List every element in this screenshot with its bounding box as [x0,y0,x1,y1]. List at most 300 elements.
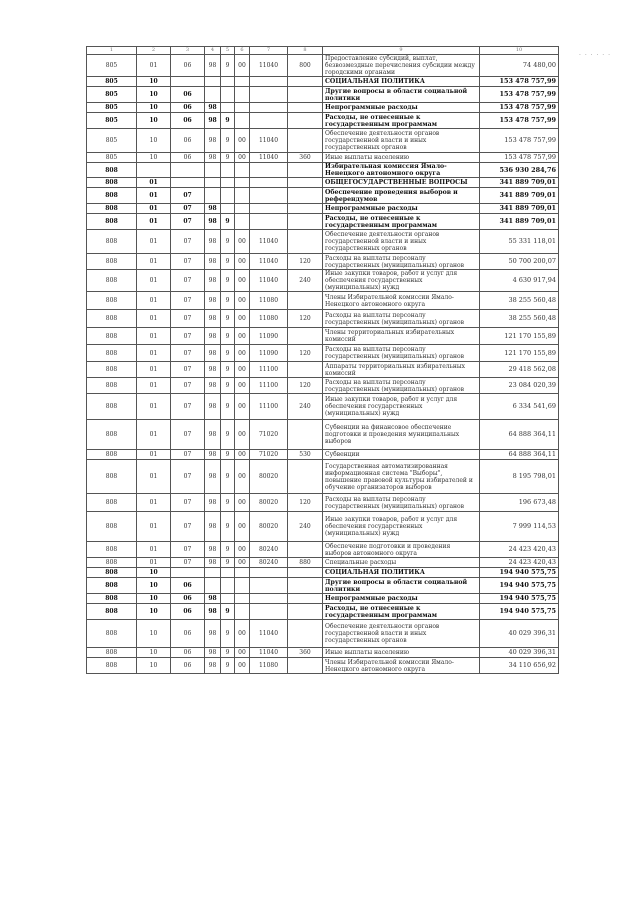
amount-cell: 341 889 709,01 [480,188,559,204]
item-name-cell: Обеспечение проведения выборов и референдумов [323,188,480,204]
section-code-cell: 01 [137,254,171,270]
direction-code-cell [235,113,250,129]
target-code-cell: 11080 [250,658,288,674]
program-code-cell [205,87,221,103]
subprogram-code-cell: 9 [221,113,235,129]
program-code-cell: 98 [205,620,221,648]
program-code-cell: 98 [205,394,221,420]
section-code-cell: 01 [137,204,171,214]
subsection-code-cell: 07 [171,494,205,512]
column-number: 6 [235,47,250,55]
amount-cell: 153 478 757,99 [480,77,559,87]
target-code-cell: 11080 [250,310,288,328]
column-number: 3 [171,47,205,55]
ved-code-cell: 808 [87,460,137,494]
direction-code-cell: 00 [235,378,250,394]
subsection-code-cell: 07 [171,254,205,270]
subsection-code-cell: 07 [171,460,205,494]
target-code-cell: 80240 [250,542,288,558]
expense-type-code-cell [288,77,323,87]
ved-code-cell: 808 [87,163,137,178]
amount-cell: 38 255 560,48 [480,310,559,328]
subprogram-code-cell: 9 [221,494,235,512]
item-name-cell: Непрограммные расходы [323,103,480,113]
subprogram-code-cell: 9 [221,310,235,328]
expense-type-code-cell: 120 [288,378,323,394]
program-code-cell: 98 [205,292,221,310]
subprogram-code-cell: 9 [221,460,235,494]
target-code-cell: 11040 [250,254,288,270]
direction-code-cell [235,568,250,578]
target-code-cell [250,604,288,620]
expense-type-code-cell [288,204,323,214]
section-code-cell: 10 [137,129,171,153]
ved-code-cell: 808 [87,270,137,292]
section-code-cell: 01 [137,460,171,494]
subsection-code-cell: 07 [171,512,205,542]
ved-code-cell: 808 [87,648,137,658]
section-code-cell: 01 [137,230,171,254]
section-code-cell: 01 [137,420,171,450]
table-row [87,87,559,103]
item-name-cell: Обеспечение деятельности органов государственной власти и иных государственных органов [323,129,480,153]
target-code-cell: 11040 [250,230,288,254]
table-row [87,558,559,568]
section-code-cell: 01 [137,362,171,378]
subprogram-code-cell: 9 [221,55,235,77]
subsection-code-cell: 07 [171,188,205,204]
section-code-cell: 01 [137,494,171,512]
item-name-cell: Члены Избирательной комиссии Ямало-Ненецкого автономного округа [323,292,480,310]
program-code-cell: 98 [205,604,221,620]
program-code-cell: 98 [205,345,221,362]
item-name-cell: ОБЩЕГОСУДАРСТВЕННЫЕ ВОПРОСЫ [323,178,480,188]
program-code-cell: 98 [205,310,221,328]
target-code-cell: 11040 [250,648,288,658]
direction-code-cell [235,163,250,178]
ved-code-cell: 808 [87,394,137,420]
item-name-cell: Расходы, не отнесенные к государственным программам [323,604,480,620]
ved-code-cell: 808 [87,594,137,604]
ved-code-cell: 808 [87,204,137,214]
column-number: 8 [288,47,323,55]
section-code-cell: 10 [137,87,171,103]
subsection-code-cell: 07 [171,420,205,450]
table-row [87,153,559,163]
program-code-cell [205,578,221,594]
table-row [87,450,559,460]
direction-code-cell: 00 [235,512,250,542]
program-code-cell: 98 [205,55,221,77]
direction-code-cell: 00 [235,494,250,512]
subsection-code-cell: 06 [171,55,205,77]
table-row [87,55,559,77]
target-code-cell [250,188,288,204]
item-name-cell: Обеспечение деятельности органов государственной власти и иных государственных органов [323,620,480,648]
section-code-cell: 01 [137,450,171,460]
amount-cell: 38 255 560,48 [480,292,559,310]
subprogram-code-cell: 9 [221,558,235,568]
direction-code-cell: 00 [235,328,250,345]
subprogram-code-cell [221,178,235,188]
subprogram-code-cell: 9 [221,328,235,345]
table-row [87,604,559,620]
section-code-cell: 01 [137,328,171,345]
expense-type-code-cell [288,658,323,674]
section-code-cell: 10 [137,620,171,648]
item-name-cell: Иные выплаты населению [323,153,480,163]
ved-code-cell: 808 [87,420,137,450]
expense-type-code-cell: 120 [288,310,323,328]
table-row [87,292,559,310]
section-code-cell: 10 [137,604,171,620]
direction-code-cell: 00 [235,153,250,163]
ved-code-cell: 805 [87,153,137,163]
section-code-cell [137,163,171,178]
target-code-cell [250,578,288,594]
direction-code-cell [235,178,250,188]
target-code-cell: 11040 [250,153,288,163]
ved-code-cell: 808 [87,658,137,674]
table-row [87,345,559,362]
subprogram-code-cell [221,594,235,604]
table-row [87,178,559,188]
section-code-cell: 01 [137,542,171,558]
item-name-cell: Субвенции [323,450,480,460]
subprogram-code-cell: 9 [221,270,235,292]
item-name-cell: Избирательная комиссия Ямало-Ненецкого автономного округа [323,163,480,178]
program-code-cell: 98 [205,204,221,214]
target-code-cell [250,113,288,129]
ved-code-cell: 808 [87,188,137,204]
expense-type-code-cell: 240 [288,270,323,292]
subsection-code-cell: 07 [171,214,205,230]
program-code-cell: 98 [205,328,221,345]
subprogram-code-cell: 9 [221,658,235,674]
target-code-cell [250,204,288,214]
amount-cell: 24 423 420,43 [480,542,559,558]
ved-code-cell: 805 [87,77,137,87]
direction-code-cell [235,188,250,204]
item-name-cell: Иные закупки товаров, работ и услуг для обеспечения государственных (муниципальных) нужд [323,512,480,542]
program-code-cell: 98 [205,113,221,129]
program-code-cell: 98 [205,103,221,113]
table-row [87,163,559,178]
direction-code-cell [235,77,250,87]
item-name-cell: Другие вопросы в области социальной политики [323,87,480,103]
direction-code-cell: 00 [235,394,250,420]
expense-type-code-cell [288,292,323,310]
item-name-cell: Обеспечение деятельности органов государственной власти и иных государственных органов [323,230,480,254]
subsection-code-cell: 07 [171,345,205,362]
target-code-cell: 11040 [250,620,288,648]
subprogram-code-cell: 9 [221,292,235,310]
ved-code-cell: 805 [87,103,137,113]
expense-type-code-cell: 360 [288,153,323,163]
program-code-cell: 98 [205,460,221,494]
subprogram-code-cell: 9 [221,362,235,378]
program-code-cell: 98 [205,270,221,292]
subsection-code-cell [171,568,205,578]
expense-type-code-cell [288,460,323,494]
subprogram-code-cell: 9 [221,542,235,558]
subprogram-code-cell: 9 [221,378,235,394]
amount-cell: 4 630 917,94 [480,270,559,292]
program-code-cell: 98 [205,420,221,450]
ved-code-cell: 805 [87,55,137,77]
subsection-code-cell: 06 [171,113,205,129]
amount-cell: 29 418 562,08 [480,362,559,378]
table-row [87,658,559,674]
amount-cell: 153 478 757,99 [480,129,559,153]
section-code-cell: 01 [137,394,171,420]
target-code-cell [250,163,288,178]
direction-code-cell [235,87,250,103]
amount-cell: 6 334 541,69 [480,394,559,420]
section-code-cell: 10 [137,578,171,594]
direction-code-cell [235,578,250,594]
subprogram-code-cell [221,568,235,578]
item-name-cell: Расходы на выплаты персоналу государственных (муниципальных) органов [323,378,480,394]
table-row [87,568,559,578]
target-code-cell [250,214,288,230]
direction-code-cell: 00 [235,450,250,460]
section-code-cell: 10 [137,153,171,163]
column-number: 2 [137,47,171,55]
table-row [87,204,559,214]
subsection-code-cell: 07 [171,230,205,254]
ved-code-cell: 808 [87,178,137,188]
subprogram-code-cell: 9 [221,394,235,420]
column-number: 7 [250,47,288,55]
target-code-cell: 71020 [250,450,288,460]
expense-type-code-cell [288,188,323,204]
ved-code-cell: 808 [87,230,137,254]
column-number: 5 [221,47,235,55]
section-code-cell: 10 [137,658,171,674]
ved-code-cell: 808 [87,542,137,558]
item-name-cell: Расходы на выплаты персоналу государственных (муниципальных) органов [323,310,480,328]
target-code-cell: 11100 [250,394,288,420]
expense-type-code-cell [288,214,323,230]
expense-type-code-cell [288,328,323,345]
column-number: 4 [205,47,221,55]
item-name-cell: Расходы на выплаты персоналу государственных (муниципальных) органов [323,494,480,512]
direction-code-cell: 00 [235,362,250,378]
expense-type-code-cell: 120 [288,494,323,512]
table-row [87,254,559,270]
program-code-cell [205,77,221,87]
amount-cell: 153 478 757,99 [480,87,559,103]
amount-cell: 196 673,48 [480,494,559,512]
subprogram-code-cell [221,163,235,178]
section-code-cell: 01 [137,55,171,77]
subprogram-code-cell [221,578,235,594]
ved-code-cell: 805 [87,129,137,153]
subprogram-code-cell: 9 [221,620,235,648]
subsection-code-cell: 06 [171,87,205,103]
amount-cell: 50 700 200,07 [480,254,559,270]
ved-code-cell: 808 [87,568,137,578]
direction-code-cell [235,214,250,230]
subsection-code-cell: 07 [171,394,205,420]
direction-code-cell: 00 [235,620,250,648]
direction-code-cell: 00 [235,310,250,328]
target-code-cell: 11040 [250,129,288,153]
target-code-cell: 11090 [250,328,288,345]
section-code-cell: 01 [137,558,171,568]
table-row [87,420,559,450]
ved-code-cell: 808 [87,362,137,378]
direction-code-cell: 00 [235,658,250,674]
expense-type-code-cell [288,568,323,578]
expense-type-code-cell [288,163,323,178]
target-code-cell: 80020 [250,460,288,494]
amount-cell: 153 478 757,99 [480,113,559,129]
ved-code-cell: 808 [87,604,137,620]
amount-cell: 341 889 709,01 [480,214,559,230]
table-row [87,594,559,604]
table-row [87,648,559,658]
expense-type-code-cell [288,362,323,378]
direction-code-cell: 00 [235,648,250,658]
direction-code-cell: 00 [235,542,250,558]
amount-cell: 194 940 575,75 [480,604,559,620]
amount-cell: 55 331 118,01 [480,230,559,254]
amount-cell: 8 195 798,01 [480,460,559,494]
amount-cell: 64 888 364,11 [480,420,559,450]
target-code-cell [250,103,288,113]
item-name-cell: Иные закупки товаров, работ и услуг для обеспечения государственных (муниципальных) нужд [323,394,480,420]
subsection-code-cell: 06 [171,658,205,674]
subprogram-code-cell [221,77,235,87]
program-code-cell: 98 [205,129,221,153]
amount-cell: 121 170 155,89 [480,345,559,362]
ved-code-cell: 808 [87,620,137,648]
amount-cell: 74 480,00 [480,55,559,77]
section-code-cell: 10 [137,113,171,129]
direction-code-cell [235,604,250,620]
subsection-code-cell [171,163,205,178]
section-code-cell: 01 [137,378,171,394]
subprogram-code-cell: 9 [221,345,235,362]
section-code-cell: 01 [137,310,171,328]
ved-code-cell: 808 [87,345,137,362]
ved-code-cell: 808 [87,254,137,270]
subsection-code-cell: 07 [171,450,205,460]
subprogram-code-cell: 9 [221,450,235,460]
item-name-cell: Непрограммные расходы [323,204,480,214]
subprogram-code-cell [221,204,235,214]
amount-cell: 40 029 396,31 [480,620,559,648]
ved-code-cell: 805 [87,113,137,129]
subsection-code-cell: 06 [171,578,205,594]
section-code-cell: 01 [137,214,171,230]
column-number: 10 [480,47,559,55]
program-code-cell [205,568,221,578]
subsection-code-cell: 07 [171,292,205,310]
expense-type-code-cell: 530 [288,450,323,460]
program-code-cell: 98 [205,648,221,658]
program-code-cell: 98 [205,450,221,460]
program-code-cell: 98 [205,542,221,558]
program-code-cell: 98 [205,594,221,604]
table-row [87,310,559,328]
table-row [87,77,559,87]
ved-code-cell: 808 [87,494,137,512]
section-code-cell: 10 [137,568,171,578]
table-row [87,230,559,254]
program-code-cell [205,163,221,178]
item-name-cell: Расходы, не отнесенные к государственным программам [323,214,480,230]
expense-type-code-cell: 240 [288,512,323,542]
table-row [87,362,559,378]
subprogram-code-cell [221,87,235,103]
table-row [87,113,559,129]
direction-code-cell: 00 [235,270,250,292]
ved-code-cell: 808 [87,450,137,460]
target-code-cell: 80020 [250,512,288,542]
expense-type-code-cell [288,129,323,153]
amount-cell: 24 423 420,43 [480,558,559,568]
program-code-cell: 98 [205,512,221,542]
item-name-cell: Специальные расходы [323,558,480,568]
direction-code-cell: 00 [235,55,250,77]
subprogram-code-cell: 9 [221,129,235,153]
program-code-cell: 98 [205,558,221,568]
direction-code-cell [235,103,250,113]
item-name-cell: Иные выплаты населению [323,648,480,658]
expense-type-code-cell [288,113,323,129]
target-code-cell: 11040 [250,55,288,77]
amount-cell: 194 940 575,75 [480,568,559,578]
program-code-cell: 98 [205,658,221,674]
ved-code-cell: 808 [87,292,137,310]
ved-code-cell: 808 [87,512,137,542]
subsection-code-cell: 06 [171,153,205,163]
item-name-cell: Члены Избирательной комиссии Ямало-Ненецкого автономного округа [323,658,480,674]
ved-code-cell: 808 [87,558,137,568]
section-code-cell: 10 [137,103,171,113]
subsection-code-cell [171,77,205,87]
target-code-cell: 71020 [250,420,288,450]
expense-type-code-cell [288,178,323,188]
program-code-cell: 98 [205,153,221,163]
amount-cell: 153 478 757,99 [480,153,559,163]
item-name-cell: СОЦИАЛЬНАЯ ПОЛИТИКА [323,77,480,87]
amount-cell: 23 084 020,39 [480,378,559,394]
item-name-cell: Субвенции на финансовое обеспечение подготовки и проведения муниципальных выборов [323,420,480,450]
target-code-cell [250,594,288,604]
subsection-code-cell: 07 [171,542,205,558]
target-code-cell: 11090 [250,345,288,362]
table-row [87,103,559,113]
expense-type-code-cell: 360 [288,648,323,658]
expense-type-code-cell [288,420,323,450]
subsection-code-cell: 07 [171,378,205,394]
subprogram-code-cell: 9 [221,648,235,658]
item-name-cell: Члены территориальных избирательных комиссий [323,328,480,345]
expense-type-code-cell [288,87,323,103]
program-code-cell [205,178,221,188]
subprogram-code-cell: 9 [221,230,235,254]
ved-code-cell: 808 [87,328,137,345]
subprogram-code-cell: 9 [221,153,235,163]
ved-code-cell: 808 [87,214,137,230]
table-row [87,578,559,594]
expense-type-code-cell: 120 [288,345,323,362]
amount-cell: 194 940 575,75 [480,594,559,604]
